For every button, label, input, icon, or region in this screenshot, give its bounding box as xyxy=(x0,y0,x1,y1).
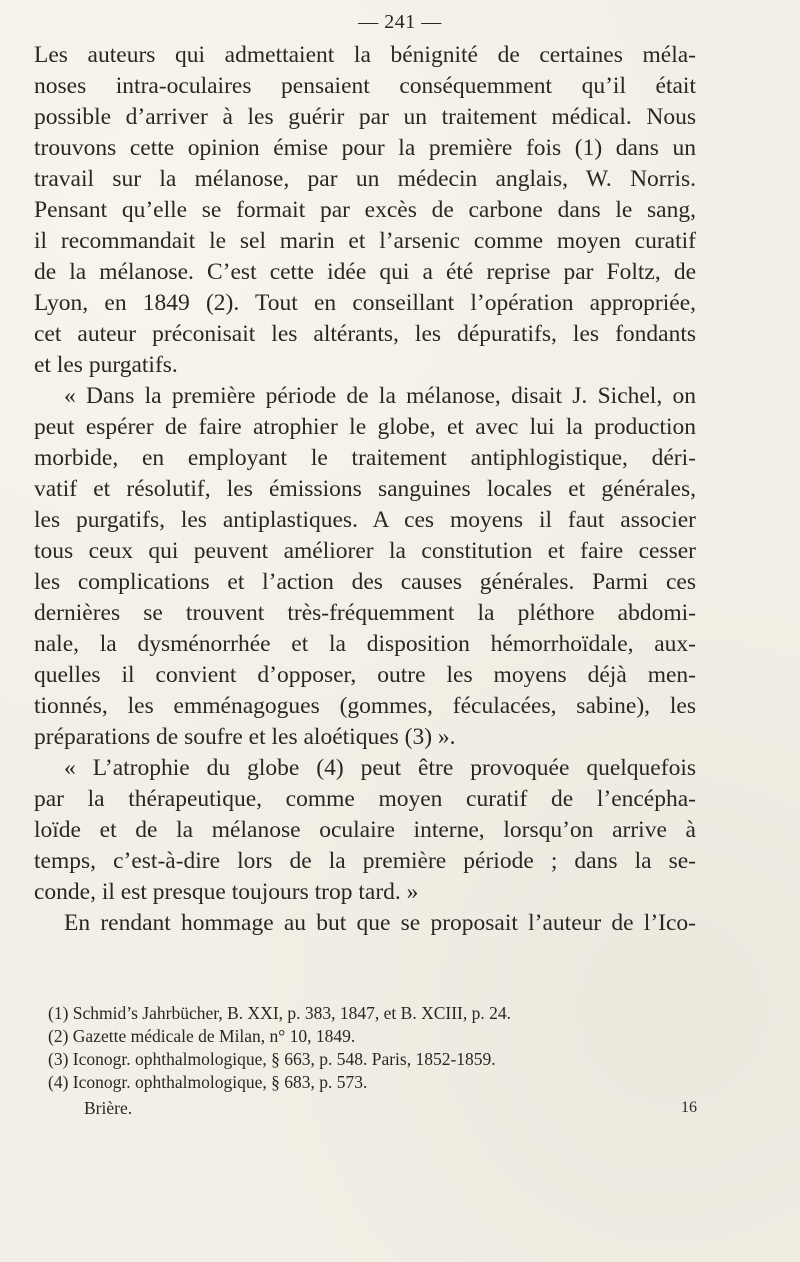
body-line: Pensant qu’elle se formait par excès de carbone dans le sang, xyxy=(34,197,696,223)
body-line: vatif et résolutif, les émissions sanguines locales et générales, xyxy=(34,476,696,502)
body-line: quelles il convient d’opposer, outre les moyens déjà men- xyxy=(34,662,696,688)
body-line: les complications et l’action des causes générales. Parmi ces xyxy=(34,569,696,595)
body-line: possible d’arriver à les guérir par un traitement médical. Nous xyxy=(34,104,696,130)
body-line: travail sur la mélanose, par un médecin anglais, W. Norris. xyxy=(34,166,696,192)
body-line: conde, il est presque toujours trop tard. » xyxy=(34,879,419,905)
body-line: temps, c’est-à-dire lors de la première période ; dans la se- xyxy=(34,848,696,874)
body-line: par la thérapeutique, comme moyen curatif de l’encépha- xyxy=(34,786,696,812)
body-line: Les auteurs qui admettaient la bénignité de certaines méla- xyxy=(34,42,696,68)
body-line: noses intra-oculaires pensaient conséquemment qu’il était xyxy=(34,73,696,99)
body-line: et les purgatifs. xyxy=(34,352,178,378)
body-line: loïde et de la mélanose oculaire interne, lorsqu’on arrive à xyxy=(34,817,696,843)
body-line: les purgatifs, les antiplastiques. A ces moyens il faut associer xyxy=(34,507,696,533)
body-line: En rendant hommage au but que se proposait l’auteur de l’Ico- xyxy=(64,910,696,936)
footnote: (4) Iconogr. ophthalmologique, § 683, p. 573. xyxy=(48,1072,368,1092)
body-line: Lyon, en 1849 (2). Tout en conseillant l’opération appropriée, xyxy=(34,290,696,316)
body-line: préparations de soufre et les aloétiques (3) ». xyxy=(34,724,456,750)
body-line: peut espérer de faire atrophier le globe, et avec lui la production xyxy=(34,414,696,440)
author-name: Brière. xyxy=(84,1098,133,1118)
footnote: (2) Gazette médicale de Milan, n° 10, 1849. xyxy=(48,1026,356,1046)
body-line: « L’atrophie du globe (4) peut être provoquée quelquefois xyxy=(64,755,696,781)
body-line: de la mélanose. C’est cette idée qui a été reprise par Foltz, de xyxy=(34,259,696,285)
page-number: — 241 — xyxy=(358,11,442,33)
body-line: dernières se trouvent très-fréquemment la pléthore abdomi- xyxy=(34,600,696,626)
body-line: morbide, en employant le traitement antiphlogistique, déri- xyxy=(34,445,696,471)
body-line: cet auteur préconisait les altérants, les dépuratifs, les fondants xyxy=(34,321,696,347)
body-line: trouvons cette opinion émise pour la première fois (1) dans un xyxy=(34,135,696,161)
footnote: (3) Iconogr. ophthalmologique, § 663, p. 548. Paris, 1852-1859. xyxy=(48,1049,496,1069)
body-line: il recommandait le sel marin et l’arsenic comme moyen curatif xyxy=(34,228,696,254)
sheet-number: 16 xyxy=(681,1099,697,1116)
footnote: (1) Schmid’s Jahrbücher, B. XXI, p. 383, 1847, et B. XCIII, p. 24. xyxy=(48,1003,511,1023)
body-line: tionnés, les emménagogues (gommes, féculacées, sabine), les xyxy=(34,693,696,719)
body-line: « Dans la première période de la mélanose, disait J. Sichel, on xyxy=(64,383,696,409)
body-line: nale, la dysménorrhée et la disposition hémorrhoïdale, aux- xyxy=(34,631,696,657)
body-line: tous ceux qui peuvent améliorer la constitution et faire cesser xyxy=(34,538,696,564)
